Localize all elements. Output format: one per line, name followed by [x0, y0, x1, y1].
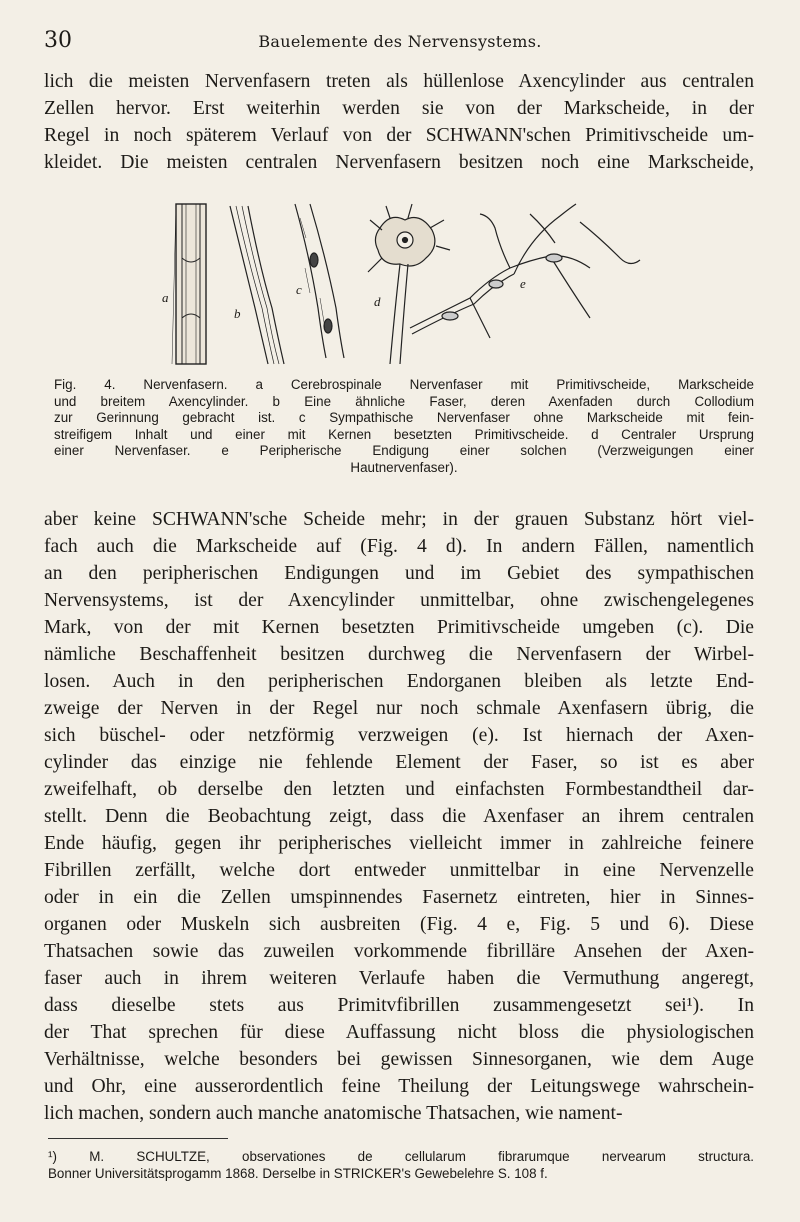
text-line: stellt. Denn die Beobachtung zeigt, dass die Axenfaser an ihrem centralen: [44, 806, 754, 827]
text-line: dass dieselbe stets aus Primitvfibrillen zusammengesetzt sei¹). In: [44, 995, 754, 1016]
running-head: Bauelemente des Nervensystems.: [258, 32, 542, 51]
text-line: und Ohr, eine ausserordentlich feine Theilung der Leitungswege wahrschein-: [44, 1076, 754, 1097]
page-header: [44, 28, 756, 52]
page-number: 30: [44, 28, 72, 53]
text-line: faser auch in ihrem weiteren Verlaufe haben die Vermuthung angeregt,: [44, 968, 754, 989]
text-line: zweige der Nerven in der Regel nur noch schmale Axenfasern übrig, die: [44, 698, 754, 719]
figure-caption: [54, 377, 754, 477]
footnote-line: Bonner Universitätsprogamm 1868. Derselbe in STRICKER's Gewebelehre S. 108 f.: [48, 1166, 548, 1181]
text-line: oder in ein die Zellen umspinnendes Fasernetz eintreten, hier in Sinnes-: [44, 887, 754, 908]
caption-line: zur Gerinnung gebracht ist. c Sympathische Nervenfaser ohne Markscheide mit fein-: [54, 410, 754, 426]
text-line: Verhältnisse, welche besonders bei gewissen Sinnesorganen, wie dem Auge: [44, 1049, 754, 1070]
text-line: Fibrillen zerfällt, welche dort entweder unmittelbar in eine Nervenzelle: [44, 860, 754, 881]
fig-label-a: a: [162, 290, 169, 305]
text-line: Ende häufig, gegen ihr peripherisches vielleicht immer in zahlreiche feinere: [44, 833, 754, 854]
text-line: losen. Auch in den peripherischen Endorganen bleiben als letzte End-: [44, 671, 754, 692]
text-line: Nervensystems, ist der Axencylinder unmittelbar, ohne zwischengelegenes: [44, 590, 754, 611]
text-line: Mark, von der mit Kernen besetzten Primitivscheide umgeben (c). Die: [44, 617, 754, 638]
text-line: organen oder Muskeln sich ausbreiten (Fig. 4 e, Fig. 5 und 6). Diese: [44, 914, 754, 935]
fiber-a: [172, 204, 206, 364]
fiber-c: [295, 204, 344, 358]
caption-line: Hautnervenfaser).: [350, 459, 458, 475]
footnote-line: ¹) M. SCHULTZE, observationes de cellularum fibrarumque nervearum structura.: [48, 1149, 754, 1164]
body-text-top: [44, 68, 754, 176]
text-line: fach auch die Markscheide auf (Fig. 4 d). In andern Fällen, namentlich: [44, 536, 754, 557]
caption-line: und breitem Axencylinder. b Eine ähnliche Faser, deren Axenfaden durch Collodium: [54, 393, 754, 409]
text-line: cylinder das einzige nie fehlende Element der Faser, so ist es aber: [44, 752, 754, 773]
branches-e: [410, 204, 640, 338]
figure-nerve-fibers: [150, 198, 650, 368]
caption-line: Fig. 4. Nervenfasern. a Cerebrospinale Nervenfaser mit Primitivscheide, Markscheide: [54, 377, 754, 392]
text-line: kleidet. Die meisten centralen Nervenfasern besitzen noch eine Markscheide,: [44, 152, 754, 173]
text-line: aber keine SCHWANN'sche Scheide mehr; in der grauen Substanz hört viel-: [44, 509, 754, 530]
nerve-fiber-illustration: [150, 198, 650, 368]
text-line: lich die meisten Nervenfasern treten als hüllenlose Axencylinder aus centralen: [44, 71, 754, 92]
text-line: Zellen hervor. Erst weiterhin werden sie von der Markscheide, in der: [44, 98, 754, 119]
fig-label-c: c: [296, 282, 302, 297]
fiber-b: [230, 206, 284, 364]
caption-line: streifigem Inhalt und einer mit Kernen besetzten Primitivscheide. d Centraler Ursprung: [54, 426, 754, 442]
caption-line: einer Nervenfaser. e Peripherische Endigung einer solchen (Verzweigungen einer: [54, 443, 754, 459]
text-line: der That sprechen für diese Auffassung nicht bloss die physiologischen: [44, 1022, 754, 1043]
footnote-divider: [48, 1138, 228, 1139]
text-line: an den peripherischen Endigungen und im Gebiet des sympathischen: [44, 563, 754, 584]
fig-label-d: d: [374, 294, 381, 309]
text-line: lich machen, sondern auch manche anatomische Thatsachen, wie nament-: [44, 1103, 623, 1124]
fig-label-b: b: [234, 306, 241, 321]
text-line: Regel in noch späterem Verlauf von der SCHWANN'schen Primitivscheide um-: [44, 125, 754, 146]
text-line: zweifelhaft, ob derselbe den letzten und einfachsten Formbestandtheil dar-: [44, 779, 754, 800]
body-text-bottom: [44, 506, 754, 1127]
footnote: [48, 1148, 754, 1182]
text-line: Thatsachen sowie das zuweilen vorkommende fibrilläre Ansehen der Axen-: [44, 941, 754, 962]
text-line: sich büschel- oder netzförmig verzweigen (e). Ist hiernach der Axen-: [44, 725, 754, 746]
cell-d: [368, 204, 450, 364]
fig-label-e: e: [520, 276, 526, 291]
text-line: nämliche Beschaffenheit besitzen durchweg die Nervenfasern der Wirbel-: [44, 644, 754, 665]
